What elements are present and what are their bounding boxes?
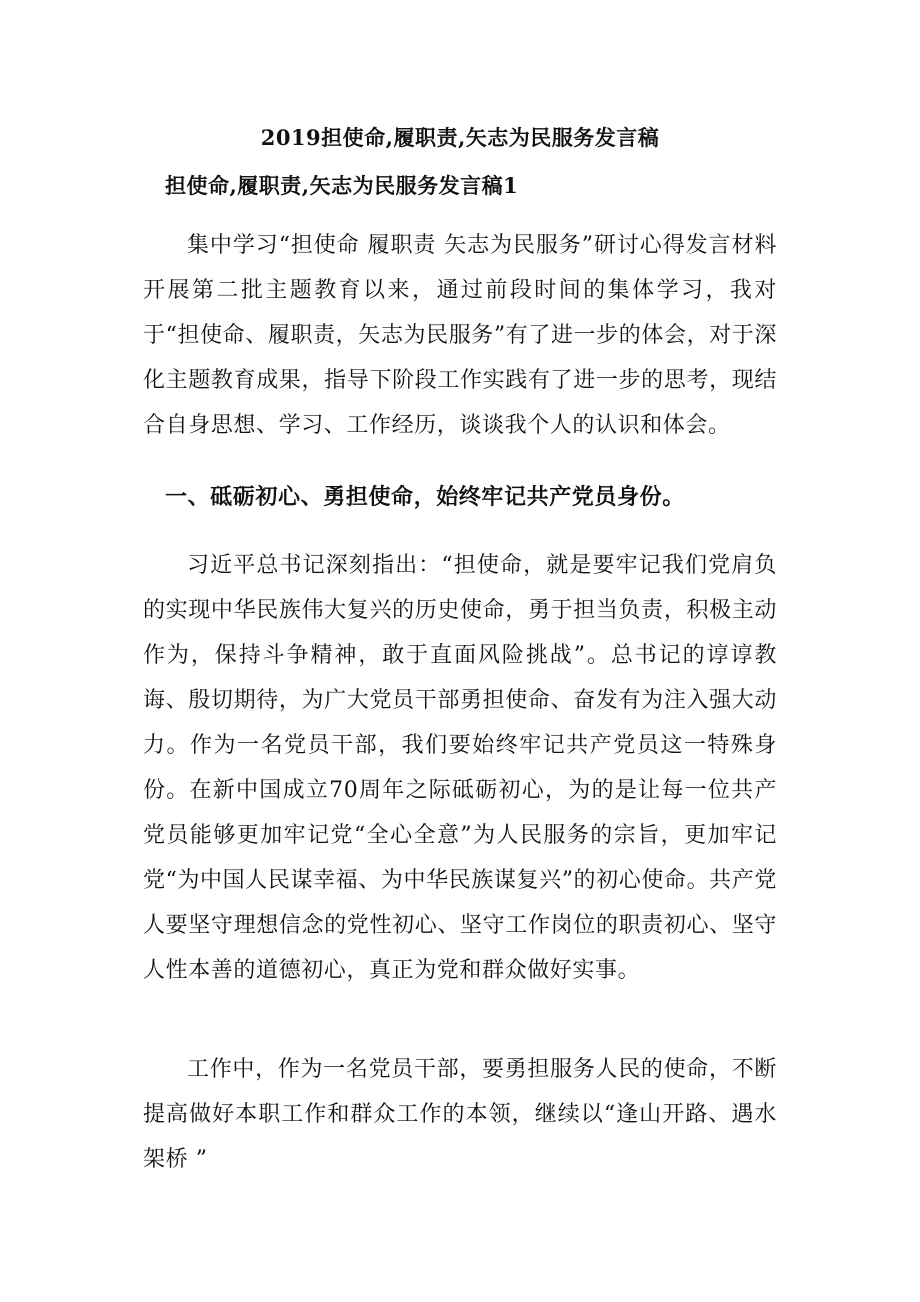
paragraph-intro: 集中学习“担使命 履职责 矢志为民服务”研讨心得发言材料 开展第二批主题教育以来，通过前段时间的集体学习，我对于“担使命、履职责，矢志为民服务”有了进一步的体会，对于深化主题教育成果，指导下阶段工作实践有了进一步的思考，现结合自身思想、学习、工作经历，谈谈我个人的认识和体会。 xyxy=(143,233,777,438)
document-subtitle: 担使命,履职责,矢志为民服务发言稿1 xyxy=(165,173,519,198)
document-title: 2019担使命,履职责,矢志为民服务发言稿 xyxy=(260,125,660,150)
section-heading: 一、砥砺初心、勇担使命，始终牢记共产党员身份。 xyxy=(165,485,685,510)
paragraph-continued: 工作中，作为一名党员干部，要勇担服务人民的使命，不断提高做好本职工作和群众工作的本领，继续以“逢山开路、遇水架桥 ” xyxy=(143,1057,777,1172)
paragraph-body: 习近平总书记深刻指出：“担使命，就是要牢记我们党肩负的实现中华民族伟大复兴的历史使命，勇于担当负责，积极主动作为，保持斗争精神，敢于直面风险挑战”。总书记的谆谆教诲、殷切期待，为广大党员干部勇担使命、奋发有为注入强大动力。作为一名党员干部，我们要始终牢记共产党员这一特殊身份。在新中国成立70周年之际砥砺初心，为的是让每一位共产党员能够更加牢记党“全心全意”为人民服务的宗旨，更加牢记党“为中国人民谋幸福、为中华民族谋复兴”的初心使命。共产党人要坚守理想信念的党性初心、坚守工作岗位的职责初心、坚守人性本善的道德初心，真正为党和群众做好实事。 xyxy=(143,553,777,983)
